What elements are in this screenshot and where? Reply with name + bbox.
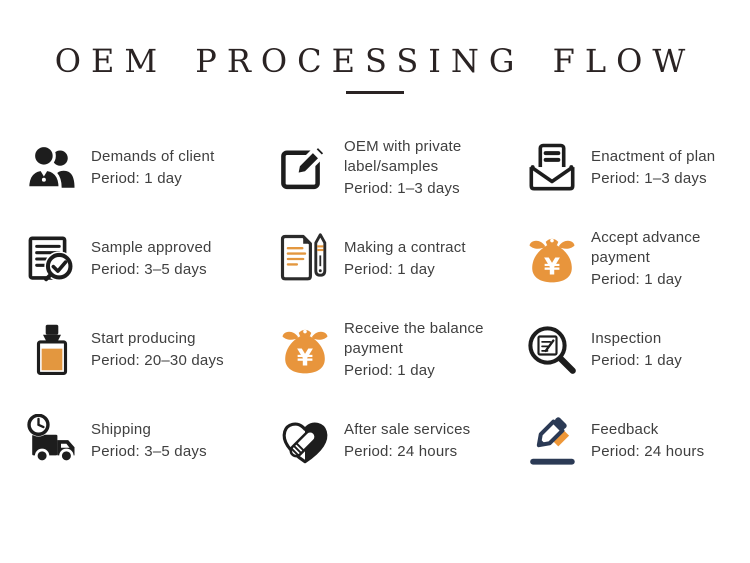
inspection-icon	[525, 323, 579, 377]
step-title: OEM with private label/samples	[344, 137, 462, 175]
step-title: Enactment of plan	[591, 147, 716, 165]
step-item	[278, 213, 525, 304]
step-text	[91, 329, 224, 371]
step-text	[591, 329, 682, 371]
step-period: Period: 24 hours	[591, 442, 705, 460]
step-period: Period: 24 hours	[344, 442, 458, 460]
title-underline	[346, 91, 404, 94]
step-item	[25, 395, 278, 486]
approved-doc-icon	[25, 232, 79, 286]
step-title: Start producing	[91, 329, 196, 347]
step-item	[278, 304, 525, 395]
step-text	[591, 147, 715, 189]
steps-grid	[0, 122, 750, 486]
contract-icon	[278, 232, 332, 286]
step-title: Accept advance payment	[591, 228, 701, 266]
step-title: Demands of client	[91, 147, 215, 165]
clients-icon	[25, 141, 79, 195]
step-text	[91, 238, 212, 280]
step-period: Period: 1 day	[591, 351, 682, 369]
money-bag-icon	[278, 323, 332, 377]
step-period: Period: 1 day	[591, 270, 682, 288]
mail-icon	[525, 141, 579, 195]
step-text	[344, 319, 494, 381]
step-period: Period: 1 day	[344, 260, 435, 278]
step-item	[25, 122, 278, 213]
step-text	[591, 420, 704, 462]
step-text	[91, 147, 214, 189]
step-period: Period: 1–3 days	[591, 169, 707, 187]
step-item	[278, 122, 525, 213]
step-item	[25, 304, 278, 395]
step-item	[525, 213, 750, 304]
step-item	[278, 395, 525, 486]
step-title: After sale services	[344, 420, 471, 438]
step-period: Period: 20–30 days	[91, 351, 224, 369]
feedback-pencil-icon	[525, 414, 579, 468]
step-text	[344, 137, 494, 199]
step-period: Period: 1–3 days	[344, 179, 460, 197]
svg-text:¥: ¥	[543, 251, 561, 280]
dropper-bottle-icon	[25, 323, 79, 377]
shipping-truck-icon	[25, 414, 79, 468]
step-period: Period: 3–5 days	[91, 260, 207, 278]
step-period: Period: 1 day	[344, 361, 435, 379]
step-text	[591, 228, 741, 290]
step-period: Period: 3–5 days	[91, 442, 207, 460]
step-item	[525, 304, 750, 395]
step-title: Receive the balance payment	[344, 319, 484, 357]
step-item	[525, 122, 750, 213]
step-text	[344, 238, 466, 280]
step-item	[25, 213, 278, 304]
money-bag-icon	[525, 232, 579, 286]
step-period: Period: 1 day	[91, 169, 182, 187]
step-title: Sample approved	[91, 238, 212, 256]
step-item	[525, 395, 750, 486]
step-text	[344, 420, 470, 462]
step-title: Making a contract	[344, 238, 466, 256]
handshake-heart-icon	[278, 414, 332, 468]
edit-square-icon	[278, 141, 332, 195]
page-title: OEM PROCESSING FLOW	[54, 42, 696, 80]
step-text	[91, 420, 207, 462]
step-title: Inspection	[591, 329, 662, 347]
step-title: Feedback	[591, 420, 659, 438]
step-title: Shipping	[91, 420, 151, 438]
page-header	[0, 42, 750, 94]
svg-text:¥: ¥	[296, 342, 314, 371]
